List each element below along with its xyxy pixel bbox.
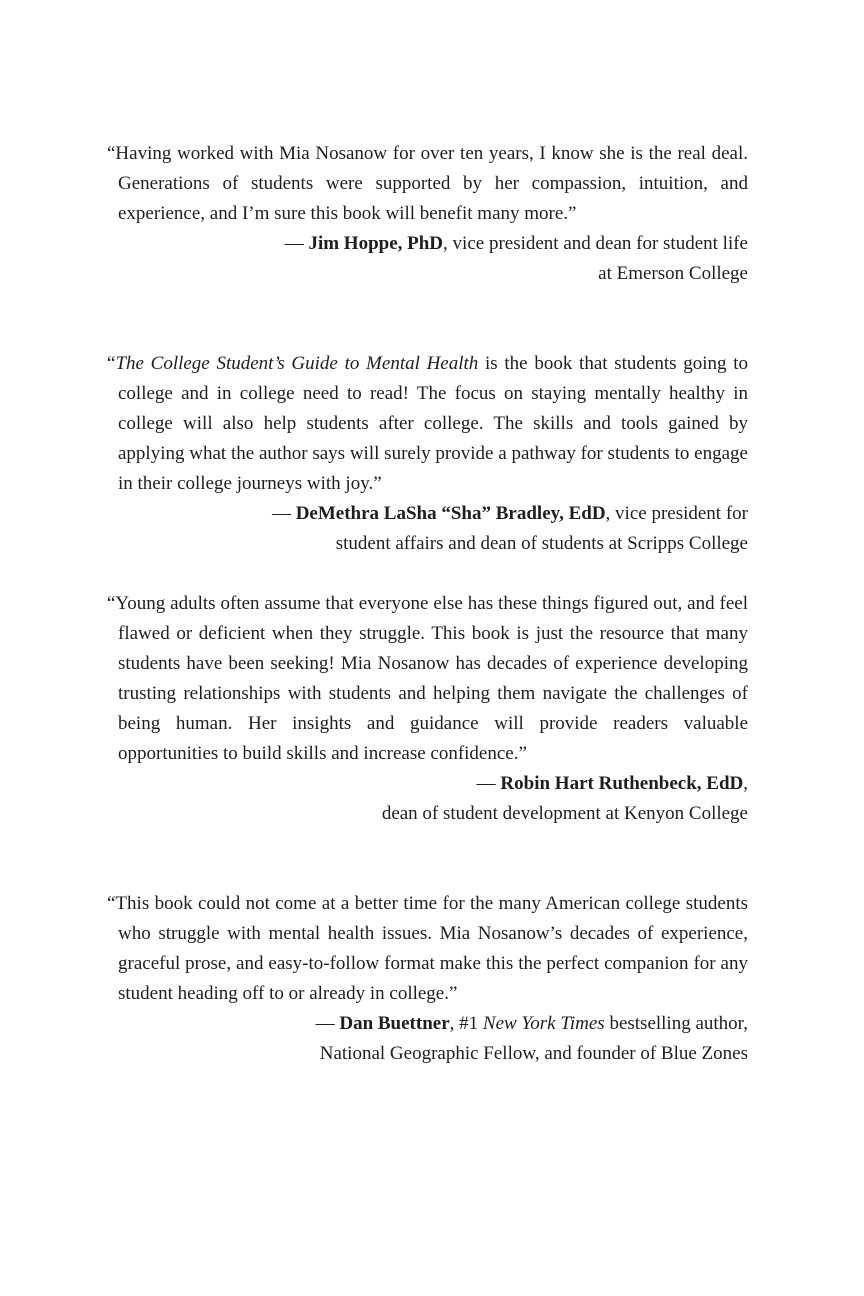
quote-body: is the book that students going to college and in college need to read! The focus on staying mentally healthy in college will also help students after college. The skills and tools gained by applying what the author says will surely provide a pathway for students to engage in their college journeys with joy.” xyxy=(118,353,748,494)
attribution-dash: — xyxy=(315,1013,340,1034)
blurb-quote xyxy=(107,349,748,499)
attribution-line-2: student affairs and dean of students at Scripps College xyxy=(335,533,748,554)
attribution-publication-title: New York Times xyxy=(482,1013,605,1034)
attribution-line-1 xyxy=(107,769,748,799)
attribution-role-suffix: bestselling author, xyxy=(604,1013,748,1034)
blurb-attribution xyxy=(107,499,748,559)
blurb-quote: “Young adults often assume that everyone else has these things figured out, and feel flawed or deficient when they struggle. This book is just the resource that many students have been seeking! Mia Nosanow has decades of experience developing trusting relationships with students and helping them navigate the challenges of being human. Her insights and guidance will provide readers valuable opportunities to build skills and increase confidence.” xyxy=(107,593,748,764)
blurb-quote: “Having worked with Mia Nosanow for over ten years, I know she is the real deal. Generations of students were supported by her compassion, intuition, and experience, and I’m sure this book will benefit many more.” xyxy=(107,143,748,224)
blurb-attribution xyxy=(107,769,748,829)
attribution-dash: — xyxy=(271,503,296,524)
attribution-role: , vice president for xyxy=(605,503,748,524)
blurb-demethra-bradley xyxy=(107,349,748,559)
attribution-dash: — xyxy=(284,233,309,254)
blurb-quote: “This book could not come at a better time for the many American college students who struggle with mental health issues. Mia Nosanow’s decades of experience, graceful prose, and easy-to-follow format make this the perfect companion for any student heading off to or already in college.” xyxy=(107,893,748,1004)
attribution-line-2: at Emerson College xyxy=(598,263,748,284)
attribution-line-2: dean of student development at Kenyon College xyxy=(381,803,748,824)
blurb-robin-ruthenbeck xyxy=(107,589,748,829)
attribution-line-2: National Geographic Fellow, and founder of Blue Zones xyxy=(319,1043,748,1064)
attribution-name: DeMethra LaSha “Sha” Bradley, EdD xyxy=(295,503,606,524)
attribution-role-prefix: , #1 xyxy=(449,1013,483,1034)
attribution-role: , xyxy=(743,773,748,794)
attribution-name: Robin Hart Ruthenbeck, EdD xyxy=(500,773,744,794)
blurb-attribution xyxy=(107,229,748,289)
attribution-dash: — xyxy=(476,773,501,794)
quote-open-mark: “ xyxy=(107,353,116,374)
quote-book-title: The College Student’s Guide to Mental Health xyxy=(115,353,479,374)
attribution-name: Dan Buettner xyxy=(339,1013,450,1034)
attribution-line-1 xyxy=(107,499,748,529)
attribution-line-1 xyxy=(107,229,748,259)
blurb-jim-hoppe xyxy=(107,139,748,289)
attribution-role: , vice president and dean for student life xyxy=(443,233,748,254)
attribution-line-1 xyxy=(107,1009,748,1039)
attribution-name: Jim Hoppe, PhD xyxy=(308,233,444,254)
blurb-dan-buettner xyxy=(107,889,748,1069)
blurb-attribution xyxy=(107,1009,748,1069)
